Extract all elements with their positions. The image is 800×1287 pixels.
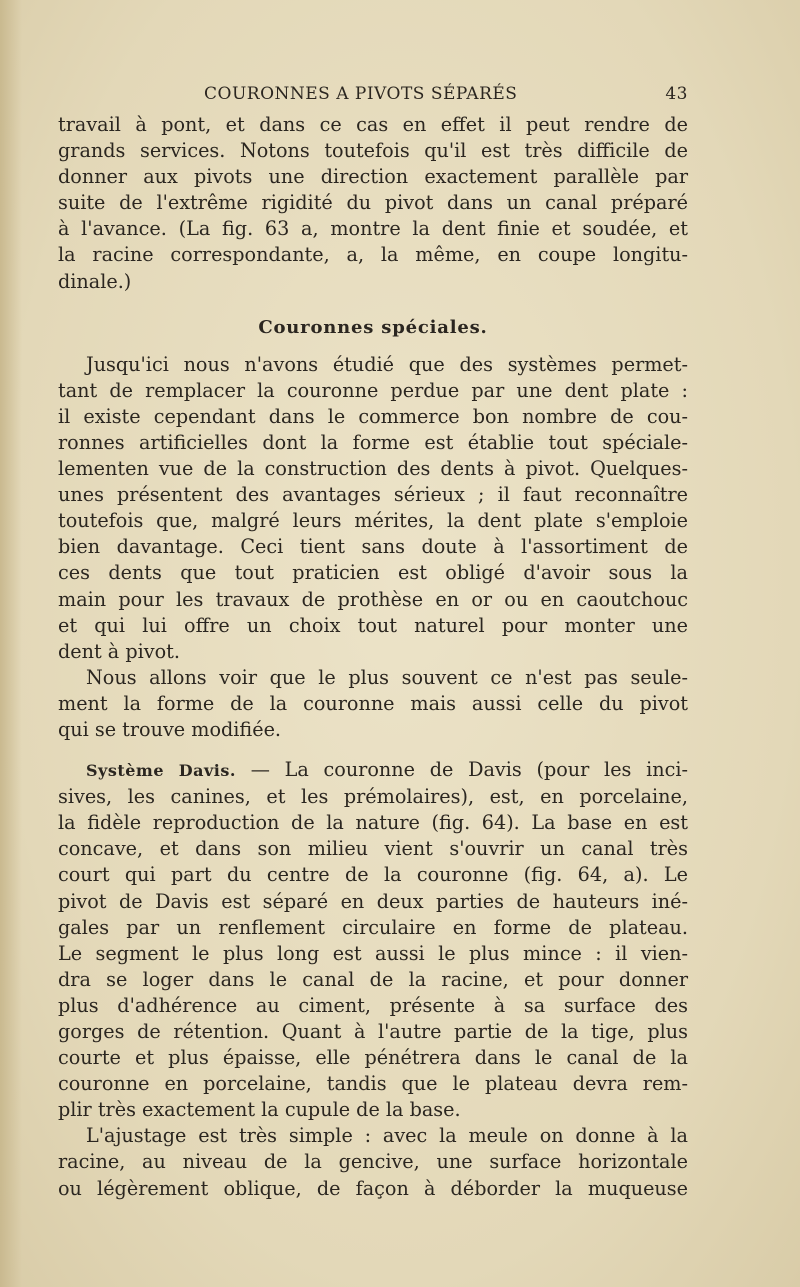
text-line: ment la forme de la couronne mais aussi celle du pivot [58, 691, 688, 715]
text-line: ces dents que tout praticien est obligé d'avoir sous la [58, 561, 688, 585]
text-line: gales par un renflement circulaire en forme de plateau. [58, 915, 688, 939]
text-line: grands services. Notons toutefois qu'il est très difficile de [58, 139, 688, 163]
text-line: dent à pivot. [58, 639, 180, 663]
paragraph-ajustage [58, 1123, 688, 1201]
paragraph-couronnes [58, 352, 688, 665]
run-in-heading: Système Davis. [86, 761, 236, 781]
page-number: 43 [665, 84, 688, 104]
text-line: toutefois que, malgré leurs mérites, la dent plate s'emploie [58, 509, 688, 533]
text-line: suite de l'extrême rigidité du pivot dans un canal préparé [58, 191, 688, 215]
text-line: donner aux pivots une direction exactement parallèle par [58, 165, 688, 189]
text-line [58, 757, 688, 784]
text-line: travail à pont, et dans ce cas en effet il peut rendre de [58, 113, 688, 136]
text-line: il existe cependant dans le commerce bon nombre de cou- [58, 404, 688, 428]
text-line: ronnes artificielles dont la forme est établie tout spéciale- [58, 430, 688, 454]
text-line: Nous allons voir que le plus souvent ce n'est pas seule- [86, 665, 688, 689]
text-line: la fidèle reproduction de la nature (fig. 64). La base en est [58, 811, 688, 835]
book-spine-shadow [0, 0, 22, 1287]
running-title: COURONNES A PIVOTS SÉPARÉS [204, 84, 518, 104]
section-heading: Couronnes spéciales. [258, 316, 488, 338]
text-line: Le segment le plus long est aussi le plus mince : il vien- [58, 941, 688, 965]
text-line: plir très exactement la cupule de la base. [58, 1098, 461, 1122]
text-line: dra se loger dans le canal de la racine, et pour donner [58, 967, 688, 991]
book-page [58, 82, 688, 1202]
text-line: la racine correspondante, a, la même, en coupe longitu- [58, 243, 688, 267]
text-line-rest: — La couronne de Davis (pour les inci- [235, 758, 688, 782]
text-line: gorges de rétention. Quant à l'autre partie de la tige, plus [58, 1020, 688, 1043]
paragraph-gap [58, 743, 688, 757]
paragraph-nous-allons [58, 665, 688, 743]
text-line: qui se trouve modifiée. [58, 717, 282, 741]
text-line: concave, et dans son milieu vient s'ouvrir un canal très [58, 837, 688, 861]
intro-paragraph [58, 112, 688, 295]
text-line: L'ajustage est très simple : avec la meule on donne à la [86, 1124, 688, 1148]
text-line: sives, les canines, et les prémolaires), est, en porcelaine, [58, 785, 688, 809]
text-line: plus d'adhérence au ciment, présente à sa surface des [58, 993, 688, 1017]
text-line: pivot de Davis est séparé en deux parties de hauteurs iné- [58, 889, 688, 913]
text-line: main pour les travaux de prothèse en or ou en caoutchouc [58, 587, 688, 611]
text-line: racine, au niveau de la gencive, une surface horizontale [58, 1150, 688, 1174]
text-line: ou légèrement oblique, de façon à déborder la muqueuse [58, 1176, 688, 1200]
text-line: bien davantage. Ceci tient sans doute à l'assortiment de [58, 535, 688, 559]
text-line: Jusqu'ici nous n'avons étudié que des systèmes permet- [86, 352, 688, 376]
text-line: dinale.) [58, 269, 132, 293]
paragraph-systeme-davis [58, 757, 688, 1123]
text-line: et qui lui offre un choix tout naturel pour monter une [58, 613, 688, 637]
text-line: à l'avance. (La fig. 63 a, montre la dent finie et soudée, et [58, 217, 688, 241]
text-line: court qui part du centre de la couronne (fig. 64, a). Le [58, 863, 688, 887]
running-head [58, 82, 688, 112]
text-line: unes présentent des avantages sérieux ; il faut reconnaître [58, 483, 688, 507]
text-line: courte et plus épaisse, elle pénétrera dans le canal de la [58, 1046, 688, 1070]
text-line: couronne en porcelaine, tandis que le plateau devra rem- [58, 1072, 688, 1096]
text-line: tant de remplacer la couronne perdue par une dent plate : [58, 378, 688, 402]
text-line: lementen vue de la construction des dents à pivot. Quelques- [58, 457, 688, 481]
